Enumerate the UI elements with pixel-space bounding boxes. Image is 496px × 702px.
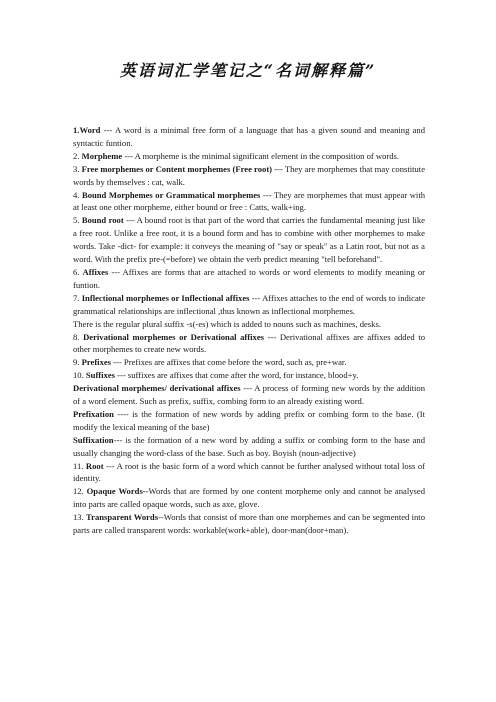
entry-term: Morpheme — [81, 150, 123, 161]
entry-number: 2. — [73, 150, 82, 161]
entry-definition: There is the regular plural suffix -s(-es) which is added to nouns such as machines, desks. — [73, 318, 381, 329]
definition-entry — [73, 434, 425, 460]
document-body — [73, 124, 425, 537]
definition-entry — [73, 124, 425, 150]
entry-term: Prefixation — [73, 408, 114, 419]
entry-definition: --- They are morphemes that may constitute words by themselves : cat, walk. — [73, 163, 426, 187]
entry-number: 9. — [73, 357, 82, 368]
entry-term: Free morphemes or Content morphemes (Free root) — [81, 163, 273, 174]
definition-entry — [73, 382, 425, 408]
entry-definition: --- is the formation of a new word by adding a suffix or combing form to the base and usually changing the word-class of the base. Such as boy. Boyish (noun-adjective) — [73, 434, 425, 458]
entry-number: 12. — [73, 486, 87, 497]
entry-term: Bound Morphemes or Grammatical morphemes — [81, 189, 261, 200]
definition-entry — [73, 485, 425, 511]
entry-definition: --- A process of forming new words by the addition of a word element. Such as prefix, suffix, combing form to an already existing word. — [73, 383, 425, 407]
definition-entry — [73, 331, 425, 357]
entry-number: 5. — [73, 215, 82, 226]
entry-definition: --- A morpheme is the minimal significant element in the composition of words. — [122, 150, 400, 161]
definition-entry — [73, 369, 425, 382]
entry-term: Root — [85, 460, 104, 471]
entry-term: Transparent Words — [86, 512, 159, 523]
entry-definition: --- Affixes are forms that are attached to words or word elements to modify meaning or funtion. — [73, 266, 425, 290]
entry-number: 3. — [73, 163, 82, 174]
entry-number: 7. — [73, 292, 82, 303]
entry-definition: --- suffixes are affixes that come after the word, for instance, blood+y. — [115, 370, 359, 381]
entry-definition: --Words that consist of more than one morphemes and can be segmented into parts are called transparent words: workable(work+able), door-man(door+man). — [73, 512, 425, 536]
entry-term: Derivational morphemes or Derivational affixes — [83, 331, 264, 342]
entry-number: 6. — [73, 266, 83, 277]
entry-definition: --- They are morphemes that must appear with at least one other morpheme, either bound or free : Catts, walk+ing. — [73, 189, 426, 213]
entry-number: 11. — [73, 460, 86, 471]
definition-entry — [73, 150, 425, 163]
entry-definition: ---- is the formation of new words by adding prefix or combing form to the base. (It modify the lexical meaning of the base) — [73, 408, 425, 432]
entry-term: Derivational morphemes/ derivational affixes — [73, 383, 241, 394]
entry-term: Inflectional morphemes or Inflectional affixes — [81, 292, 250, 303]
definition-entry — [73, 266, 425, 292]
entry-number: 10. — [73, 370, 86, 381]
entry-definition: --- A bound root is that part of the word that carries the fundamental meaning just like a free root. Unlike a free root, it is a bound form and has to combine with other morphemes to make words. Take -dict- for example: it conveys the meaning of "say or speak" as a Latin root, but not as a word. With the prefix pre-(=before) we obtain the verb predict meaning "tell beforehand". — [73, 215, 425, 265]
definition-entry — [73, 356, 425, 369]
entry-term: Suffixes — [85, 370, 116, 381]
page-title: 英语词汇学笔记之“名词解释篇” — [119, 61, 377, 80]
definition-entry — [73, 511, 425, 537]
entry-term: Bound root — [81, 215, 124, 226]
entry-definition: --- A word is a minimal free form of a language that has a given sound and meaning and syntactic funtion. — [73, 125, 425, 148]
entry-definition: --- Prefixes are affixes that come before the word, such as, pre+war. — [111, 357, 347, 368]
entry-term: Opaque Words — [86, 486, 143, 497]
entry-number: 8. — [73, 331, 84, 342]
entry-definition: --- Affixes attaches to the end of words to indicate grammatical relationships are inflectional ,thus known as inflectional morphemes. — [73, 292, 426, 316]
entry-definition: --- A root is the basic form of a word which cannot be further analysed without total loss of identity. — [73, 460, 425, 484]
entry-number: 13. — [73, 512, 87, 523]
definition-entry — [73, 214, 425, 266]
entry-term: Affixes — [82, 266, 109, 277]
entry-definition: --- Derivational affixes are affixes added to other morphemes to create new words. — [73, 331, 426, 355]
definition-entry — [73, 292, 425, 318]
definition-entry — [73, 318, 425, 331]
entry-term: 1.Word — [73, 125, 101, 135]
entry-term: Suffixation — [73, 434, 114, 445]
definition-entry — [73, 408, 425, 434]
definition-entry — [73, 163, 425, 189]
entry-term: Prefixes — [81, 357, 112, 368]
definition-entry — [73, 460, 425, 486]
entry-number: 4. — [73, 189, 82, 200]
definition-entry — [73, 189, 425, 215]
entry-definition: --Words that are formed by one content morpheme only and cannot be analysed into parts are called opaque words, such as axe, glove. — [73, 486, 425, 510]
